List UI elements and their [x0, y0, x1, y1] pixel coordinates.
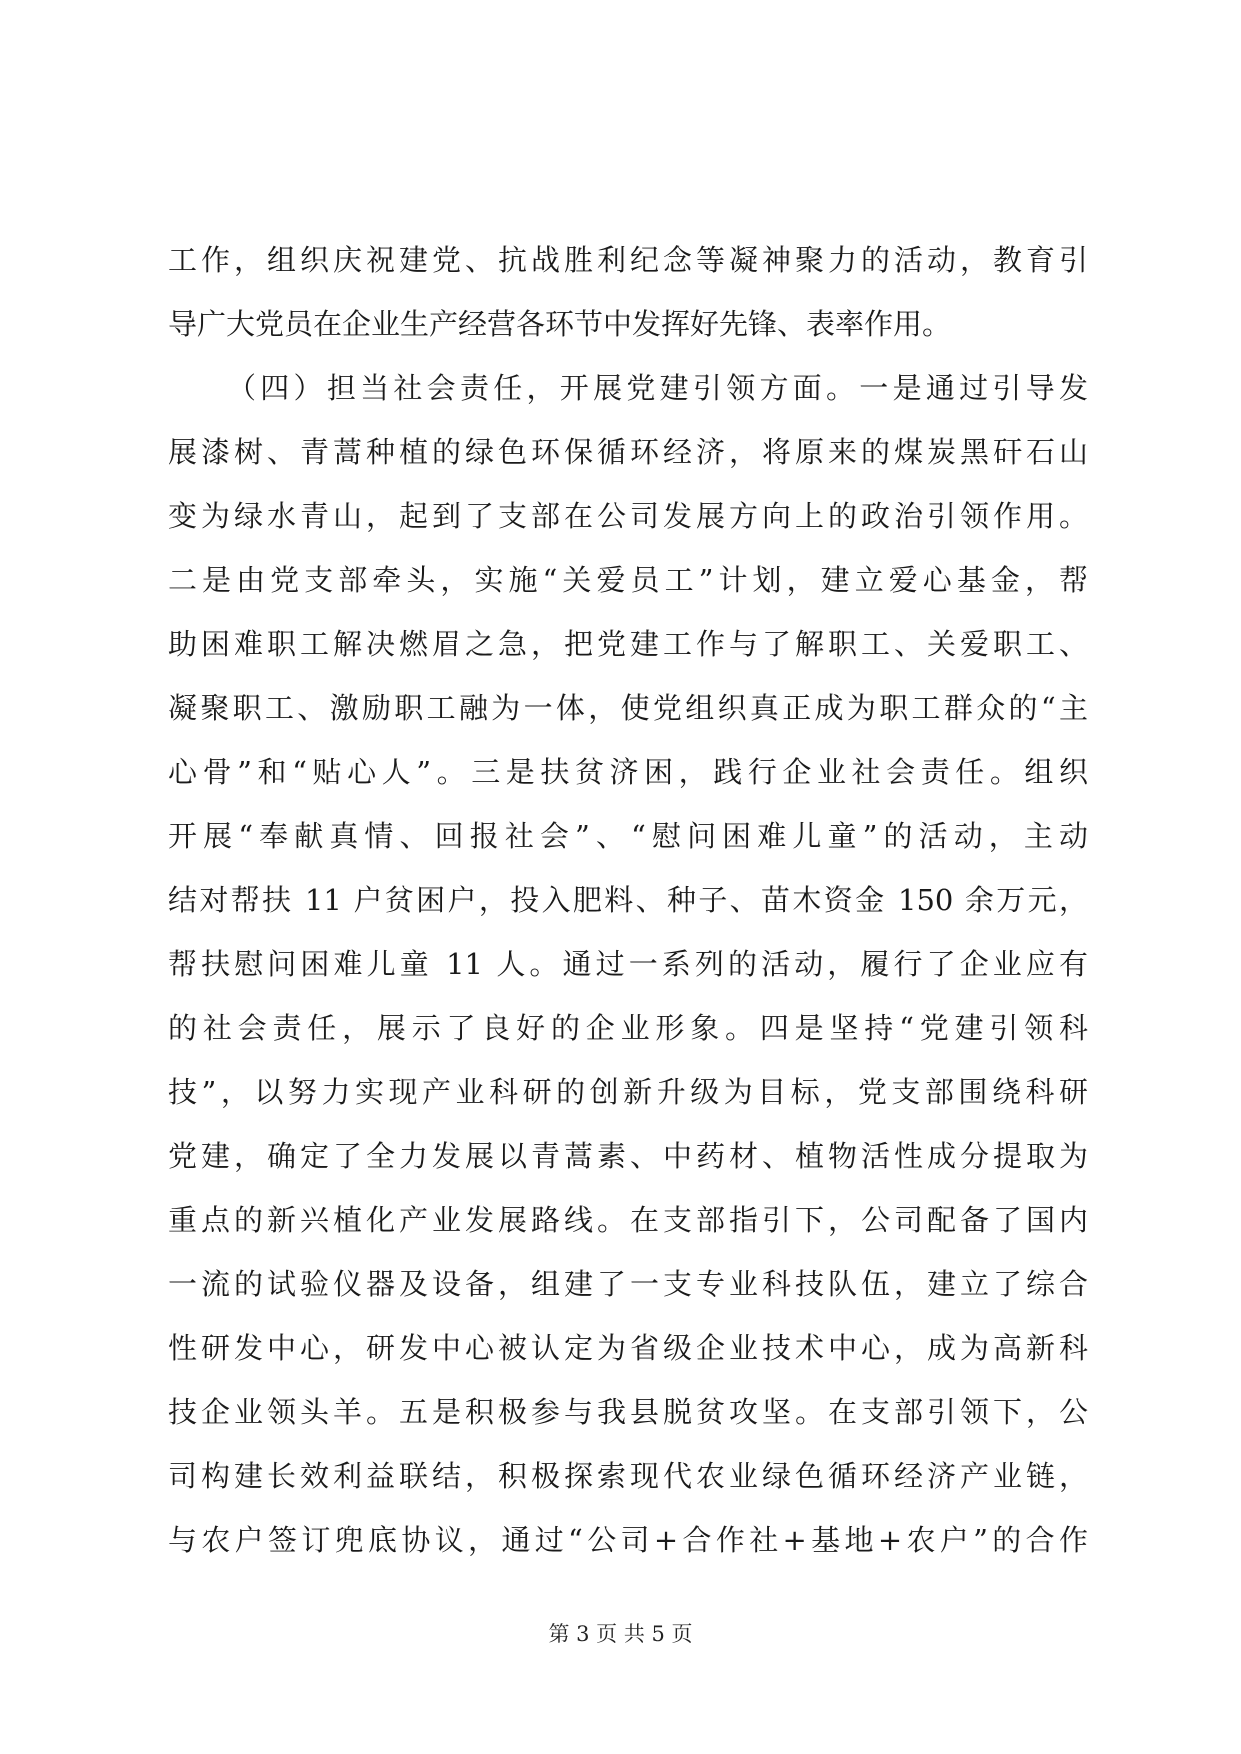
page-number-label: 第 3 页 共 5 页 [548, 1622, 693, 1646]
text-line: 凝聚职工、激励职工融为一体，使党组织真正成为职工群众的“主 [168, 691, 1088, 725]
text-line: 变为绿水青山，起到了支部在公司发展方向上的政治引领作用。 [168, 499, 1088, 533]
text-line: 开展“奉献真情、回报社会”、“慰问困难儿童”的活动，主动 [168, 819, 1088, 853]
page-footer [0, 1618, 1241, 1648]
text-line: 一流的试验仪器及设备，组建了一支专业科技队伍，建立了综合 [168, 1267, 1088, 1301]
text-line: 心骨”和“贴心人”。三是扶贫济困，践行企业社会责任。组织 [168, 755, 1088, 789]
text-line: 二是由党支部牵头，实施“关爱员工”计划，建立爱心基金，帮 [168, 563, 1088, 597]
text-line: 司构建长效利益联结，积极探索现代农业绿色循环经济产业链， [168, 1459, 1088, 1493]
text-line: 导广大党员在企业生产经营各环节中发挥好先锋、表率作用。 [168, 307, 952, 341]
text-line: 的社会责任，展示了良好的企业形象。四是坚持“党建引领科 [168, 1011, 1088, 1045]
text-line: 重点的新兴植化产业发展路线。在支部指引下，公司配备了国内 [168, 1203, 1088, 1237]
text-line: 性研发中心，研发中心被认定为省级企业技术中心，成为高新科 [168, 1331, 1088, 1365]
text-line: 党建，确定了全力发展以青蒿素、中药材、植物活性成分提取为 [168, 1139, 1088, 1173]
text-line: 帮扶慰问困难儿童 11 人。通过一系列的活动，履行了企业应有 [168, 947, 1088, 981]
body-text [168, 228, 1088, 1572]
text-line: 技”，以努力实现产业科研的创新升级为目标，党支部围绕科研 [168, 1075, 1088, 1109]
text-line: 展漆树、青蒿种植的绿色环保循环经济，将原来的煤炭黑矸石山 [168, 435, 1088, 469]
text-line: 助困难职工解决燃眉之急，把党建工作与了解职工、关爱职工、 [168, 627, 1088, 661]
text-line: 与农户签订兜底协议，通过“公司+合作社+基地+农户”的合作 [168, 1523, 1088, 1557]
section-heading-line: （四）担当社会责任，开展党建引领方面。一是通过引导发 [227, 371, 1088, 405]
text-line: 工作，组织庆祝建党、抗战胜利纪念等凝神聚力的活动，教育引 [168, 243, 1088, 277]
text-line: 技企业领头羊。五是积极参与我县脱贫攻坚。在支部引领下，公 [168, 1395, 1088, 1429]
text-line: 结对帮扶 11 户贫困户，投入肥料、种子、苗木资金 150 余万元， [168, 883, 1088, 917]
